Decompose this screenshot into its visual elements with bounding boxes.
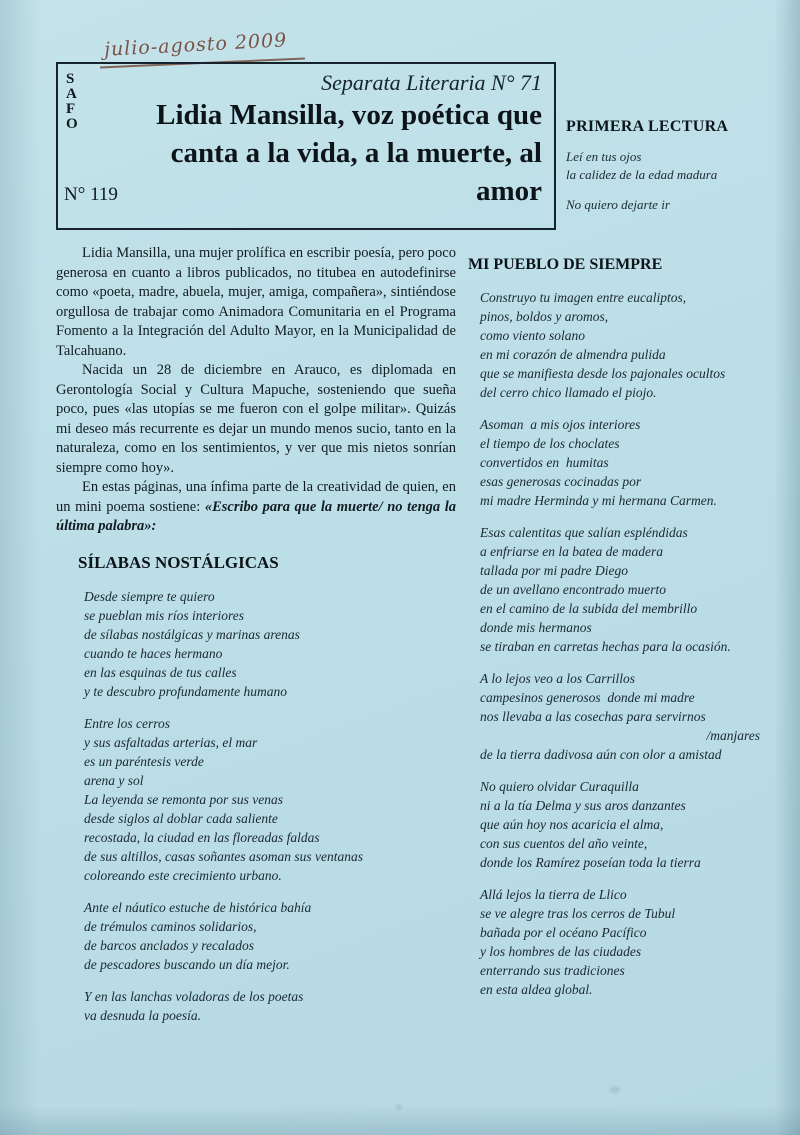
poem-line: de la tierra dadivosa aún con olor a amistad: [480, 747, 722, 762]
poem-line: se pueblan mis ríos interiores: [84, 607, 244, 623]
poem-line: pinos, boldos y aromos,: [480, 309, 609, 324]
safo-vertical-letters: [66, 72, 114, 132]
stanza-gap: [84, 974, 456, 987]
poem-line: campesinos generosos donde mi madre: [480, 690, 695, 705]
stanza-gap: [480, 656, 786, 669]
poem-line: y te descubro profundamente humano: [84, 683, 287, 699]
mi-pueblo-de-siempre-poem: [480, 288, 786, 999]
mi-pueblo-de-siempre-heading: MI PUEBLO DE SIEMPRE: [468, 256, 663, 273]
poem-line: a enfriarse en la batea de madera: [480, 544, 663, 559]
poem-line: de sílabas nostálgicas y marinas arenas: [84, 626, 300, 642]
article-paragraph-closing: [56, 478, 456, 537]
poem-line: Allá lejos la tierra de Llico: [480, 887, 627, 902]
stanza-gap: [84, 701, 456, 714]
poem-line: enterrando sus tradiciones: [480, 963, 625, 978]
poem-line: en el camino de la subida del membrillo: [480, 601, 698, 616]
verse-gap: [566, 184, 786, 196]
poem-line: cuando te haces hermano: [84, 645, 223, 661]
poem-line: /manjares: [706, 728, 760, 743]
closing-quote: «Escribo para que la muerte/ no tenga la última palabra»:: [56, 498, 456, 534]
stanza-gap: [480, 764, 786, 777]
poem-line: del cerro chico llamado el piojo.: [480, 385, 657, 400]
verse-line: Leí en tus ojos: [566, 149, 642, 164]
handwritten-date-annotation: julio-agosto 2009: [103, 29, 288, 61]
poem-line: y sus asfaltadas arterias, el mar: [84, 734, 258, 750]
primera-lectura-block: [566, 118, 786, 214]
poem-line: en mi corazón de almendra pulida: [480, 347, 666, 362]
poem-line: esas generosas cocinadas por: [480, 474, 642, 489]
article-paragraph: Lidia Mansilla, una mujer prolífica en escribir poesía, pero poco generosa en cuanto a libros publicados, no titubea en autodefinirse como «poeta, madre, abuela, mujer, amiga, compañera», sintiéndose orgullosa de trabajar como Animadora Comunitaria en el Programa Fomento a la Integración del Adulto Mayor, en la Municipalidad de Talcahuano.: [56, 245, 456, 359]
safo-letter-a: A: [66, 86, 77, 102]
poem-line: en esta aldea global.: [480, 982, 593, 997]
silabas-nostalgicas-heading: SÍLABAS NOSTÁLGICAS: [78, 552, 279, 572]
poem-line: desde siglos al doblar cada saliente: [84, 810, 278, 826]
poem-line: mi madre Herminda y mi hermana Carmen.: [480, 493, 717, 508]
page-left-shading: [0, 0, 40, 1135]
primera-lectura-verse: [566, 148, 786, 214]
poem-line: que aún hoy nos acaricia el alma,: [480, 817, 664, 832]
silabas-nostalgicas-poem: [84, 587, 456, 1025]
publication-kicker: Separata Literaria N° 71: [321, 70, 542, 95]
poem-line: con sus cuentos del año veinte,: [480, 836, 648, 851]
poem-line: ni a la tía Delma y sus aros danzantes: [480, 798, 686, 813]
poem-line: Asoman a mis ojos interiores: [480, 417, 641, 432]
poem-line: Desde siempre te quiero: [84, 588, 215, 604]
poem-line: de trémulos caminos solidarios,: [84, 918, 257, 934]
poem-line: A lo lejos veo a los Carrillos: [480, 671, 636, 686]
verse-line: la calidez de la edad madura: [566, 167, 718, 182]
primera-lectura-heading: PRIMERA LECTURA: [566, 118, 729, 135]
poem-line: bañada por el océano Pacífico: [480, 925, 647, 940]
left-column: [56, 244, 456, 1025]
verse-line: No quiero dejarte ir: [566, 197, 670, 212]
stanza-gap: [480, 872, 786, 885]
poem-line: Entre los cerros: [84, 715, 170, 731]
poem-line: el tiempo de los choclates: [480, 436, 620, 451]
poem-line: de barcos anclados y recalados: [84, 937, 254, 953]
safo-letter-f: F: [66, 101, 76, 117]
masthead-box: [56, 62, 556, 230]
poem-line: es un paréntesis verde: [84, 753, 204, 769]
stanza-gap: [480, 402, 786, 415]
poem-line: como viento solano: [480, 328, 585, 343]
poem-line: nos llevaba a las cosechas para servirnos: [480, 709, 706, 724]
poem-line: Y en las lanchas voladoras de los poetas: [84, 988, 304, 1004]
safo-letter-s: S: [66, 71, 75, 87]
poem-line: que se manifiesta desde los pajonales ocultos: [480, 366, 726, 381]
closing-lead: En estas páginas, una ínfima parte de la creatividad de quien, en un mini poema sostiene:: [56, 479, 456, 515]
poem-line: donde los Ramírez poseían toda la tierra: [480, 855, 701, 870]
poem-line: arena y sol: [84, 772, 144, 788]
poem-line: No quiero olvidar Curaquilla: [480, 779, 639, 794]
paper-blemish: [396, 1104, 402, 1110]
poem-line: Ante el náutico estuche de histórica bahía: [84, 899, 312, 915]
poem-line: de un avellano encontrado muerto: [480, 582, 666, 597]
poem-line: de sus altillos, casas soñantes asoman sus ventanas: [84, 848, 364, 864]
poem-line: tallada por mi padre Diego: [480, 563, 628, 578]
poem-line: se tiraban en carretas hechas para la ocasión.: [480, 639, 731, 654]
paper-blemish: [610, 1086, 620, 1093]
right-column: [468, 256, 786, 999]
poem-line: La leyenda se remonta por sus venas: [84, 791, 283, 807]
article-body: [56, 244, 456, 537]
poem-line: coloreando este crecimiento urbano.: [84, 867, 282, 883]
issue-number: N° 119: [64, 184, 118, 205]
safo-letter-o: O: [66, 116, 78, 132]
poem-line: Esas calentitas que salían espléndidas: [480, 525, 688, 540]
poem-line: va desnuda la poesía.: [84, 1007, 201, 1023]
poem-line: Construyo tu imagen entre eucaliptos,: [480, 290, 687, 305]
poem-line: se ve alegre tras los cerros de Tubul: [480, 906, 676, 921]
stanza-gap: [480, 510, 786, 523]
poem-line: de pescadores buscando un día mejor.: [84, 956, 290, 972]
poem-line: en las esquinas de tus calles: [84, 664, 237, 680]
poem-line: donde mis hermanos: [480, 620, 592, 635]
poem-line: y los hombres de las ciudades: [480, 944, 642, 959]
poem-line: convertidos en humitas: [480, 455, 609, 470]
stanza-gap: [84, 885, 456, 898]
poem-line: recostada, la ciudad en las floreadas faldas: [84, 829, 320, 845]
article-paragraph: Nacida un 28 de diciembre en Arauco, es diplomada en Gerontología Social y Cultura Mapuche, sosteniendo que sueña poco, pues «las utopías se me fueron con el golpe militar». Quizás mi deseo más recurrente es dejar un mundo menos sucio, tanto en la naturaleza, como en los sentimientos, y ver que mis nietos sonrían siempre como hoy».: [56, 362, 456, 476]
page-title: Lidia Mansilla, voz poética que canta a la vida, a la muerte, al amor: [156, 99, 542, 207]
